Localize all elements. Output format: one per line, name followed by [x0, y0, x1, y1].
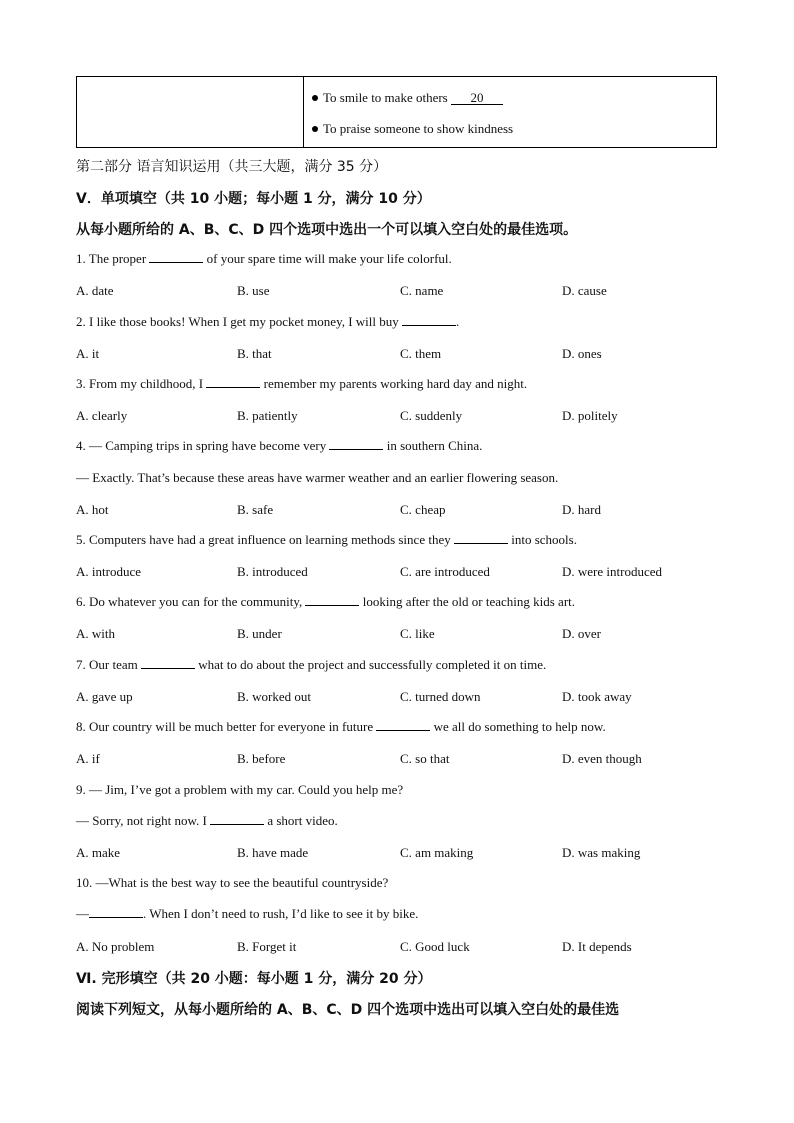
question-text: [76, 314, 459, 330]
table-right-cell: [304, 77, 716, 147]
option-d: D. even though: [562, 751, 642, 766]
question-text-part: of your spare time will make your life colorful.: [203, 251, 452, 266]
question-text: [76, 532, 577, 548]
question-text-part: — Sorry, not right now. I: [76, 813, 211, 828]
question-text: [76, 657, 546, 673]
question-text-part: a short video.: [264, 813, 338, 828]
option-c: C. cheap: [400, 502, 446, 517]
table-left-cell: [77, 77, 304, 147]
answer-blank: [210, 813, 264, 825]
option-d: D. took away: [562, 689, 632, 704]
question-text: [76, 376, 527, 392]
question-text-part: 8. Our country will be much better for everyone in future: [76, 719, 377, 734]
option-a: A. if: [76, 751, 100, 766]
option-a: A. make: [76, 845, 121, 860]
option-a: A. with: [76, 626, 115, 641]
option-d: D. was making: [562, 845, 641, 860]
question-text-part: what to do about the project and successfully completed it on time.: [194, 657, 547, 672]
option-c: C. like: [400, 626, 435, 641]
question-text: [76, 813, 338, 829]
option-c: C. Good luck: [400, 939, 470, 954]
option-c: C. so that: [400, 751, 450, 766]
option-b: B. have made: [237, 845, 309, 860]
option-b: B. patiently: [237, 408, 298, 423]
answer-blank: [89, 906, 143, 918]
question-text-part: remember my parents working hard day and night.: [260, 376, 528, 391]
option-d: D. hard: [562, 502, 601, 517]
option-a: A. No problem: [76, 939, 155, 954]
table-bullet-item: [312, 90, 503, 106]
question-text: [76, 251, 452, 267]
table-bullet-item: [312, 121, 513, 137]
question-text-part: 6. Do whatever you can for the community,: [76, 594, 306, 609]
option-b: B. under: [237, 626, 282, 641]
option-b: B. safe: [237, 502, 274, 517]
option-c: C. turned down: [400, 689, 481, 704]
option-c: C. them: [400, 346, 442, 361]
option-a: A. hot: [76, 502, 109, 517]
question-text: [76, 470, 558, 486]
question-text: [76, 719, 606, 735]
option-c: C. am making: [400, 845, 474, 860]
question-text-part: .: [456, 314, 460, 329]
section-heading: Ⅴ．单项填空（共 10 小题；每小题 1 分，满分 10 分）: [76, 191, 431, 207]
answer-table-fragment: [76, 76, 717, 148]
answer-blank: [141, 657, 195, 669]
option-a: A. gave up: [76, 689, 133, 704]
question-text-part: in southern China.: [383, 438, 483, 453]
option-row: [76, 283, 726, 299]
question-text-part: 4. — Camping trips in spring have become very: [76, 438, 330, 453]
question-text-part: — Exactly. That’s because these areas have warmer weather and an earlier flowering season.: [76, 470, 559, 485]
option-b: B. before: [237, 751, 286, 766]
section-heading: Ⅵ. 完形填空（共 20 小题：每小题 1 分，满分 20 分）: [76, 971, 432, 987]
option-a: A. date: [76, 283, 114, 298]
option-b: B. worked out: [237, 689, 312, 704]
option-a: A. introduce: [76, 564, 141, 579]
option-b: B. Forget it: [237, 939, 297, 954]
option-c: C. name: [400, 283, 444, 298]
option-d: D. were introduced: [562, 564, 662, 579]
option-row: [76, 689, 726, 705]
option-row: [76, 564, 726, 580]
question-text-part: 9. — Jim, I’ve got a problem with my car. Could you help me?: [76, 782, 404, 797]
answer-blank: [376, 719, 430, 731]
option-row: [76, 751, 726, 767]
blank-number: 20: [451, 91, 503, 105]
option-d: D. politely: [562, 408, 618, 423]
option-c: C. suddenly: [400, 408, 463, 423]
question-text: [76, 906, 418, 922]
option-b: B. use: [237, 283, 270, 298]
option-d: D. It depends: [562, 939, 632, 954]
question-text-part: we all do something to help now.: [430, 719, 606, 734]
option-row: [76, 939, 726, 955]
option-b: B. introduced: [237, 564, 308, 579]
option-row: [76, 346, 726, 362]
answer-blank: [402, 314, 456, 326]
answer-blank: [329, 438, 383, 450]
bullet-icon: [312, 95, 318, 101]
question-text-part: looking after the old or teaching kids art.: [359, 594, 576, 609]
question-text-part: 1. The proper: [76, 251, 150, 266]
option-d: D. cause: [562, 283, 607, 298]
option-b: B. that: [237, 346, 272, 361]
option-a: A. clearly: [76, 408, 128, 423]
question-text-part: 7. Our team: [76, 657, 141, 672]
question-text-part: 10. —What is the best way to see the beautiful countryside?: [76, 875, 389, 890]
question-text: [76, 594, 575, 610]
section-instruction: 从每小题所给的 A、B、C、D 四个选项中选出一个可以填入空白处的最佳选项。: [76, 222, 578, 238]
question-text-part: 3. From my childhood, I: [76, 376, 207, 391]
part-heading: 第二部分 语言知识运用（共三大题，满分 35 分）: [76, 159, 388, 175]
bullet-icon: [312, 126, 318, 132]
option-d: D. ones: [562, 346, 602, 361]
answer-blank: [149, 251, 203, 263]
question-text-part: —: [76, 906, 89, 921]
question-text-part: 2. I like those books! When I get my pocket money, I will buy: [76, 314, 403, 329]
question-text: [76, 438, 482, 454]
question-text-part: into schools.: [507, 532, 577, 547]
question-text-part: . When I don’t need to rush, I’d like to see it by bike.: [143, 906, 419, 921]
option-row: [76, 626, 726, 642]
option-d: D. over: [562, 626, 601, 641]
answer-blank: [454, 532, 508, 544]
answer-blank: [305, 594, 359, 606]
option-row: [76, 845, 726, 861]
bullet-text: To smile to make others: [323, 90, 451, 105]
question-text-part: 5. Computers have had a great influence on learning methods since they: [76, 532, 454, 547]
question-text: [76, 782, 403, 798]
question-text: [76, 875, 388, 891]
option-row: [76, 408, 726, 424]
section-instruction: 阅读下列短文，从每小题所给的 A、B、C、D 四个选项中选出可以填入空白处的最佳选: [76, 1002, 620, 1018]
option-row: [76, 502, 726, 518]
bullet-text: To praise someone to show kindness: [323, 121, 514, 136]
answer-blank: [206, 376, 260, 388]
option-c: C. are introduced: [400, 564, 490, 579]
option-a: A. it: [76, 346, 100, 361]
